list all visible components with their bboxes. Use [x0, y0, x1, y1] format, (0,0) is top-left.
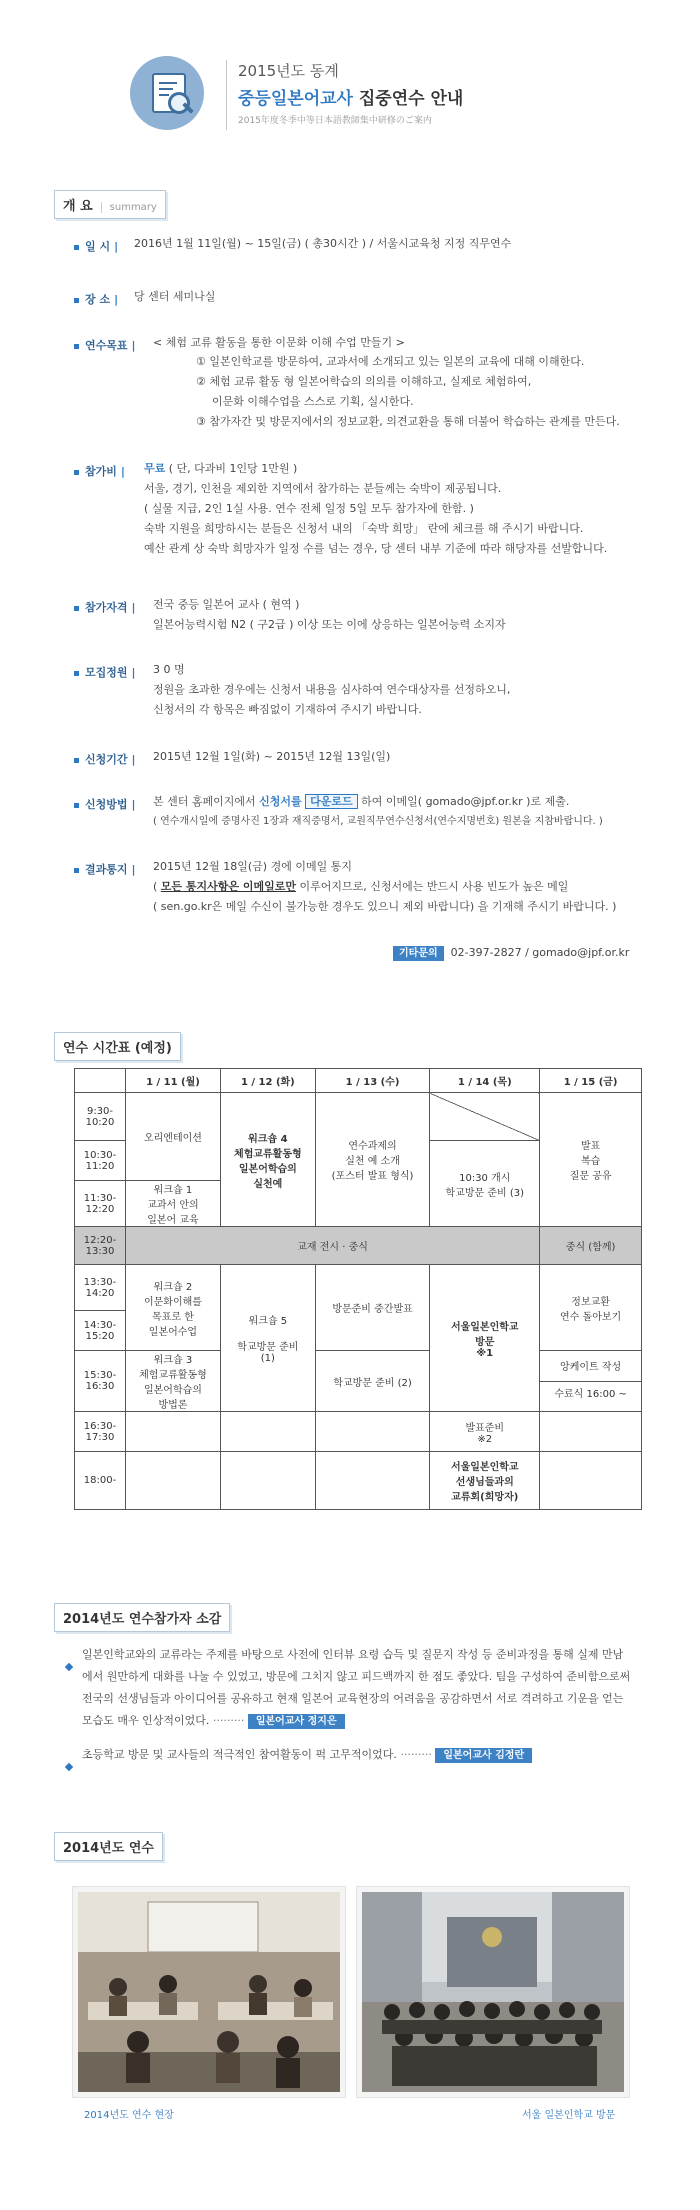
schedule-cell-lunch: 중식 (함께) — [540, 1227, 642, 1265]
place-label: 장 소 | — [74, 291, 126, 307]
schedule-cell-empty — [315, 1412, 429, 1452]
diamond-icon — [66, 1755, 72, 1774]
schedule-cell: 워크숍 1 교과서 안의 일본어 교육 — [126, 1181, 221, 1227]
day-header: 1 / 14 (목) — [430, 1069, 540, 1093]
date-label: 일 시 | — [74, 238, 126, 254]
fee-line: 예산 관계 상 숙박 희망자가 일정 수를 넘는 경우, 당 센터 내부 기준에 따라 해당자를 선발합니다. — [144, 542, 608, 555]
download-button[interactable]: 다운로드 — [305, 794, 358, 809]
goal-intro: < 체험 교류 활동을 통한 이문화 이해 수업 만들기 > — [153, 336, 405, 349]
schedule-cell: 정보교환 연수 돌아보기 — [540, 1265, 642, 1351]
qualification-line: 전국 중등 일본어 교사 ( 현역 ) — [153, 598, 300, 611]
goal-label: 연수목표 | — [74, 337, 144, 353]
photo-caption: 2014년도 연수 현장 — [84, 2110, 174, 2121]
day-header: 1 / 15 (금) — [540, 1069, 642, 1093]
capacity-line: 3 0 명 — [153, 663, 185, 676]
time-cell: 11:30- 12:20 — [75, 1181, 126, 1227]
page-title: 중등일본어교사 집중연수 안내 — [238, 89, 464, 109]
schedule-cell-split — [540, 1351, 642, 1412]
result-label: 결과통지 | — [74, 861, 144, 877]
schedule-cell-empty — [126, 1452, 221, 1510]
photos-heading: 2014년도 연수 — [54, 1832, 163, 1861]
time-cell: 15:30- 16:30 — [75, 1351, 126, 1412]
schedule-cell: 앙케이트 작성 — [540, 1355, 641, 1382]
schedule-cell-empty — [540, 1452, 642, 1510]
author-tag: 일본어교사 정지은 — [248, 1714, 345, 1729]
goal-item: ③ 참가자간 및 방문지에서의 정보교환, 의견교환을 통해 더불어 학습하는 관계를 만든다. — [196, 415, 620, 428]
impression-1: 일본인학교와의 교류라는 주제를 바탕으로 사전에 인터뷰 요령 습득 및 질문지 작성 등 준비과정을 통해 실제 만남 에서 원만하게 대화를 나눌 수 있었고, 방문에 그치지 않고 피드백까지 한 점도 좋았다. 팀을 구성하여 준비함으로써 전국의 선생님들과 아이디어를 공유하고 현재 일본어 교육현장의 어려움을 공감하면서 서로 격려하고 기운을 얻는 모습도 매우 인상적이었다. ········· 일본어교사 정지은 — [82, 1648, 631, 1727]
day-header: 1 / 11 (월) — [126, 1069, 221, 1093]
schedule-cell: 발표준비 ※2 — [430, 1412, 540, 1452]
time-cell: 12:20- 13:30 — [75, 1227, 126, 1265]
fee-line: 숙박 지원을 희망하시는 분들은 신청서 내의 「숙박 희망」 란에 체크를 해 주시기 바랍니다. — [144, 522, 584, 535]
schedule-cell-diagonal — [430, 1093, 540, 1141]
header-year: 2015년도 동계 — [238, 62, 339, 80]
goal-item: 이문화 이해수업을 스스로 기획, 실시한다. — [212, 395, 414, 408]
qualification-label: 참가자격 | — [74, 599, 144, 615]
period-label: 신청기간 | — [74, 751, 144, 767]
fee-text: 무료 ( 단, 다과비 1인당 1만원 ) — [144, 462, 298, 475]
date-text: 2016년 1월 11일(월) ~ 15일(금) ( 총30시간 ) / 서울시교육청 지정 직무연수 — [134, 237, 512, 250]
diamond-icon — [66, 1655, 72, 1674]
method-label: 신청방법 | — [74, 796, 144, 812]
capacity-line: 신청서의 각 항목은 빠짐없이 기재하여 주시기 바랍니다. — [153, 703, 422, 716]
schedule-cell: 서울일본인학교 선생님들과의 교류회(희망자) — [430, 1452, 540, 1510]
place-text: 당 센터 세미나실 — [134, 290, 216, 303]
schedule-cell-empty — [126, 1412, 221, 1452]
group-photo — [362, 1892, 624, 2092]
schedule-cell: 워크숍 3 체험교류활동형 일본어학습의 방법론 — [126, 1351, 221, 1412]
method-line1: 본 센터 홈페이지에서 신청서를 다운로드 하여 이메일( gomado@jpf.or.kr )로 제출. — [153, 795, 570, 808]
result-line3: ( sen.go.kr은 메일 수신이 불가능한 경우도 있으니 제외 바랍니다) 을 기재해 주시기 바랍니다. ) — [153, 900, 617, 913]
schedule-cell: 워크숍 5 학교방문 준비 (1) — [220, 1265, 315, 1412]
schedule-cell-empty — [220, 1412, 315, 1452]
impression-2: 초등학교 방문 및 교사들의 적극적인 참여활동이 퍽 고무적이었다. ········· 일본어교사 김정란 — [82, 1744, 532, 1767]
fee-line: 서울, 경기, 인천을 제외한 지역에서 참가하는 분들께는 숙박이 제공됩니다. — [144, 482, 502, 495]
schedule-cell: 연수과제의 실천 예 소개 (포스터 발표 형식) — [315, 1093, 429, 1227]
contact-row — [393, 944, 629, 959]
schedule-cell-empty — [540, 1412, 642, 1452]
photo-caption: 서울 일본인학교 방문 — [522, 2110, 616, 2121]
schedule-cell: 10:30 개시 학교방문 준비 (3) — [430, 1141, 540, 1227]
time-cell: 14:30- 15:20 — [75, 1311, 126, 1351]
schedule-cell: 워크숍 4 체험교류활동형 일본어학습의 실천예 — [220, 1093, 315, 1227]
schedule-cell-empty — [315, 1452, 429, 1510]
time-header — [75, 1069, 126, 1093]
time-cell: 18:00- — [75, 1452, 126, 1510]
schedule-cell: 방문준비 중간발표 — [315, 1265, 429, 1351]
schedule-cell-empty — [220, 1452, 315, 1510]
goal-item: ① 일본인학교를 방문하여, 교과서에 소개되고 있는 일본의 교육에 대해 이해한다. — [196, 355, 585, 368]
contact-tag: 기타문의 — [393, 946, 444, 961]
author-tag: 일본어교사 김정란 — [435, 1748, 532, 1763]
schedule-cell: 서울일본인학교 방문 ※1 — [430, 1265, 540, 1412]
photo-training — [72, 1886, 346, 2098]
impressions-heading: 2014년도 연수참가자 소감 — [54, 1603, 230, 1632]
time-cell: 13:30- 14:20 — [75, 1265, 126, 1311]
schedule-cell: 수료식 16:00 ~ — [554, 1388, 627, 1400]
photo-school-visit — [356, 1886, 630, 2098]
header-subtitle: 2015年度冬季中等日本語教師集中研修のご案内 — [238, 116, 432, 126]
contact-value[interactable]: 02-397-2827 / gomado@jpf.or.kr — [450, 946, 630, 959]
capacity-label: 모집정원 | — [74, 664, 144, 680]
header-divider — [226, 60, 227, 130]
schedule-cell: 오리엔테이션 — [126, 1093, 221, 1181]
time-cell: 10:30- 11:20 — [75, 1141, 126, 1181]
qualification-line: 일본어능력시험 N2 ( 구2급 ) 이상 또는 이에 상응하는 일본어능력 소지자 — [153, 618, 506, 631]
schedule-cell: 발표 복습 질문 공유 — [540, 1093, 642, 1227]
result-line2: ( 모든 통지사항은 이메일로만 이루어지므로, 신청서에는 반드시 사용 빈도가 높은 메일 — [153, 880, 569, 893]
goal-item: ② 체험 교류 활동 형 일본어학습의 의의를 이해하고, 실제로 체험하여, — [196, 375, 532, 388]
day-header: 1 / 12 (화) — [220, 1069, 315, 1093]
time-cell: 16:30- 17:30 — [75, 1412, 126, 1452]
schedule-heading: 연수 시간표 (예정) — [54, 1032, 181, 1061]
overview-heading: 개 요 summary — [54, 190, 166, 219]
method-line2: ( 연수개시일에 증명사진 1장과 재직증명서, 교원직무연수신청서(연수지명번호) 원본을 지참바랍니다. ) — [153, 816, 603, 827]
fee-line: ( 실물 지급, 2인 1실 사용. 연수 전체 일정 5일 모두 참가자에 한함. ) — [144, 502, 474, 515]
fee-label: 참가비 | — [74, 463, 133, 479]
day-header: 1 / 13 (수) — [315, 1069, 429, 1093]
schedule-cell: 학교방문 준비 (2) — [315, 1351, 429, 1412]
schedule-cell-lunch: 교재 전시 · 중식 — [126, 1227, 540, 1265]
result-line1: 2015년 12월 18일(금) 경에 이메일 통지 — [153, 860, 352, 873]
time-cell: 9:30- 10:20 — [75, 1093, 126, 1141]
schedule-cell: 워크숍 2 이문화이해를 목표로 한 일본어수업 — [126, 1265, 221, 1351]
period-text: 2015년 12월 1일(화) ~ 2015년 12월 13일(일) — [153, 750, 391, 763]
capacity-line: 정원을 초과한 경우에는 신청서 내용을 심사하여 연수대상자를 선정하오니, — [153, 683, 511, 696]
schedule-table — [74, 1068, 642, 1510]
classroom-photo — [78, 1892, 340, 2092]
